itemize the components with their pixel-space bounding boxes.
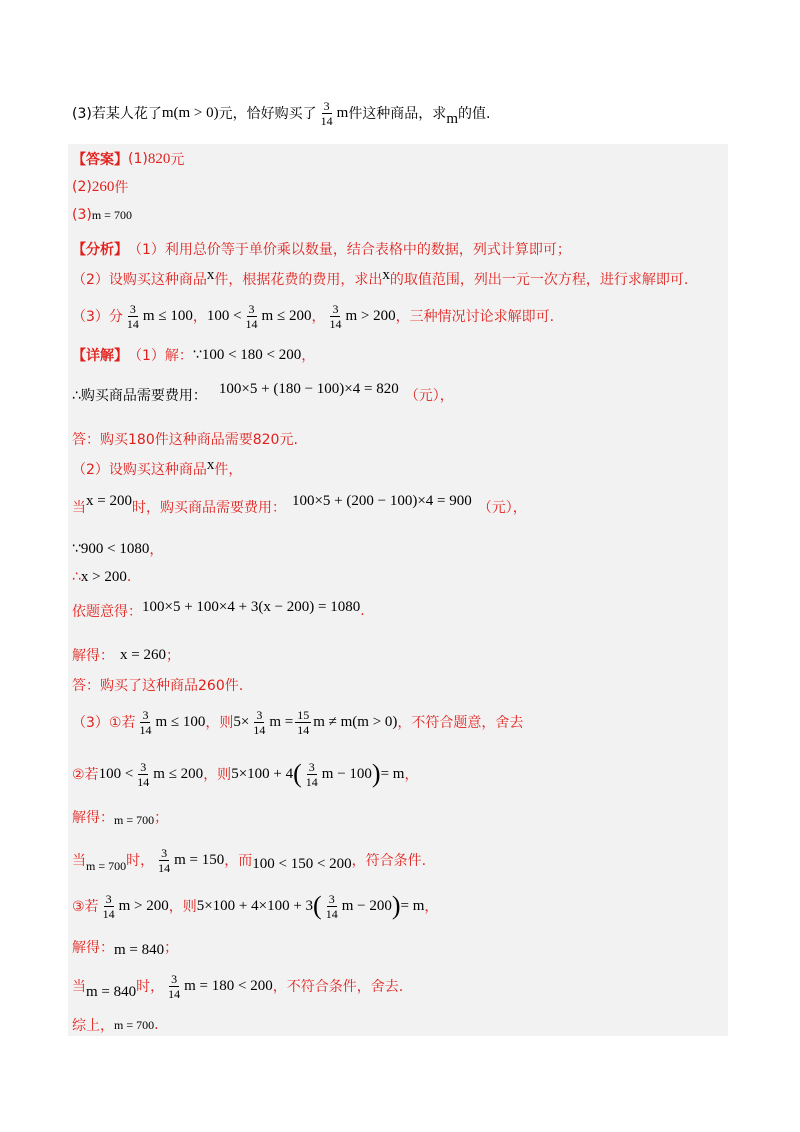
fraction-denominator: 14 — [245, 316, 258, 331]
detail-12c: ， — [404, 767, 419, 783]
analysis-cond-1: m ≤ 100 — [142, 307, 193, 324]
detail-16a: 解得： — [72, 940, 114, 956]
detail-5a: 当 — [72, 500, 86, 516]
fraction-numerator: 3 — [248, 301, 255, 316]
fraction-numerator: 3 — [328, 891, 335, 906]
fraction-numerator: 3 — [171, 971, 178, 986]
detail-1-math: 100 < 180 < 200 — [201, 346, 302, 363]
detail-5c: （元）， — [477, 500, 527, 516]
answer-2-value: 260 — [91, 178, 115, 195]
detail-6-math: 900 < 1080 — [80, 540, 150, 557]
detail-1c: ， — [301, 348, 316, 364]
detail-7-math: x > 200 — [80, 568, 127, 585]
detail-line-12 — [72, 752, 418, 796]
detail-17b: 时， — [136, 979, 165, 995]
fraction-denominator: 14 — [305, 774, 318, 789]
detail-12-math1a: 100 < — [98, 765, 134, 782]
detail-14b: 时， — [126, 853, 155, 869]
analysis-cond-2b: m ≤ 200 — [261, 307, 312, 324]
detail-18c: . — [154, 1017, 159, 1033]
question-m-condition: m(m > 0) — [161, 104, 219, 121]
detail-label: 【详解】 — [72, 348, 128, 364]
analysis-x2: x — [382, 266, 390, 283]
detail-line-5 — [72, 490, 527, 524]
detail-line-4 — [72, 452, 242, 486]
detail-2a: ∴购买商品需要费用： — [72, 388, 207, 404]
fraction-numerator: 3 — [142, 707, 149, 722]
fraction-denominator: 14 — [168, 986, 181, 1001]
analysis-text-3b: ，三种情况讨论求解即可. — [395, 309, 555, 325]
detail-line-15 — [72, 884, 438, 928]
fraction-denominator: 14 — [137, 774, 150, 789]
detail-12-frac2 — [304, 761, 320, 788]
fraction-numerator: 3 — [140, 759, 147, 774]
analysis-line-1 — [72, 232, 571, 266]
answer-line-3 — [72, 198, 132, 232]
detail-7c: . — [126, 569, 132, 585]
detail-4a: （2）设购买这种商品 — [72, 462, 207, 478]
left-paren: ( — [293, 759, 302, 788]
detail-line-9 — [72, 638, 180, 672]
analysis-comma-1: ， — [192, 309, 207, 325]
fraction-denominator: 14 — [329, 316, 342, 331]
detail-11-frac3 — [295, 709, 311, 736]
detail-1a: （1）解： — [128, 348, 193, 364]
analysis-frac-3 — [327, 303, 343, 330]
detail-12-math2b: m − 100 — [321, 765, 372, 782]
detail-5b: 时，购买商品需要费用： — [131, 500, 286, 516]
question-prefix: (3)若某人花了 — [72, 106, 162, 122]
answer-1-unit: 元 — [170, 152, 185, 168]
fraction-numerator: 3 — [105, 891, 112, 906]
question-fraction — [319, 100, 335, 127]
detail-15-math2c: = m — [400, 897, 425, 914]
question-end: 的值. — [457, 106, 491, 122]
detail-15b: ，则 — [168, 899, 197, 915]
detail-10: 答：购买了这种商品260件. — [72, 678, 244, 694]
fraction-denominator: 14 — [253, 722, 266, 737]
detail-11-frac — [137, 709, 153, 736]
detail-11a: （3）①若 — [72, 715, 136, 731]
detail-15-math2a: 5×100 + 4×100 + 3 — [196, 897, 314, 914]
analysis-frac-2 — [244, 303, 260, 330]
analysis-cond-3: m > 200 — [345, 307, 396, 324]
detail-14c: ，而 — [224, 853, 253, 869]
answer-2-unit: 件 — [114, 180, 129, 196]
answer-3-prefix: (3) — [72, 207, 92, 223]
because-symbol: ∵ — [192, 347, 202, 363]
detail-12a: ②若 — [72, 767, 99, 783]
detail-17a: 当 — [72, 979, 86, 995]
detail-2b: （元）， — [404, 388, 454, 404]
detail-12-math2c: = m — [380, 765, 405, 782]
question-m2: m — [446, 110, 458, 127]
detail-17-math2: m = 180 < 200 — [184, 977, 273, 994]
detail-line-14 — [72, 840, 426, 880]
right-paren: ) — [391, 891, 401, 920]
detail-14d: ，符合条件. — [351, 853, 427, 869]
detail-line-7 — [72, 560, 131, 594]
detail-11-math2c: m ≠ m(m > 0) — [313, 713, 398, 730]
detail-12-math1b: m ≤ 200 — [153, 765, 204, 782]
detail-13a: 解得： — [72, 810, 114, 826]
fraction-numerator: 3 — [129, 301, 136, 316]
detail-11b: ，则 — [205, 715, 234, 731]
analysis-comma-2: ， — [311, 309, 326, 325]
detail-11-math1: m ≤ 100 — [155, 713, 206, 730]
detail-18a: 综上， — [72, 1018, 114, 1034]
answer-1-value: 820 — [147, 150, 171, 167]
detail-11-frac2 — [251, 709, 267, 736]
detail-15-frac — [101, 893, 117, 920]
detail-line-8 — [72, 594, 365, 628]
analysis-frac-1 — [125, 303, 141, 330]
detail-9c: ； — [165, 648, 180, 664]
fraction-numerator: 3 — [332, 301, 339, 316]
answer-label: 【答案】 — [72, 152, 128, 168]
detail-13c: ； — [154, 810, 169, 826]
fraction-numerator: 3 — [256, 707, 263, 722]
detail-11-math2a: 5× — [233, 713, 250, 730]
answer-3-value: m = 700 — [91, 207, 132, 222]
detail-line-13 — [72, 800, 168, 834]
analysis-text-2c: 的取值范围，列出一元一次方程，进行求解即可. — [389, 272, 689, 288]
detail-17c: ，不符合条件，舍去. — [272, 979, 404, 995]
detail-4-x: x — [206, 456, 215, 473]
fraction-denominator: 14 — [139, 722, 152, 737]
detail-14-math2: m = 150 — [174, 851, 225, 868]
fraction-numerator: 15 — [297, 707, 310, 722]
detail-5-math2: 100×5 + (200 − 100)×4 = 900 — [291, 492, 472, 509]
fraction-denominator: 14 — [158, 860, 171, 875]
detail-15-math2b: m − 200 — [341, 897, 392, 914]
detail-8a: 依题意得： — [72, 604, 142, 620]
detail-2-math: 100×5 + (180 − 100)×4 = 820 — [218, 380, 399, 397]
detail-9a: 解得： — [72, 648, 114, 664]
detail-8-math: 100×5 + 100×4 + 3(x − 200) = 1080 — [142, 598, 361, 615]
analysis-text-1: （1）利用总价等于单价乘以数量，结合表格中的数据，列式计算即可； — [128, 242, 571, 258]
detail-line-1 — [72, 338, 315, 372]
detail-15c: ， — [424, 899, 439, 915]
analysis-label: 【分析】 — [72, 242, 128, 258]
question-m: m — [336, 104, 349, 121]
analysis-line-3 — [72, 296, 554, 336]
because-symbol: ∵ — [72, 541, 81, 557]
therefore-symbol: ∴ — [72, 569, 81, 585]
question-mid: 件这种商品，求 — [348, 106, 447, 122]
detail-17-math: m = 840 — [86, 983, 137, 1000]
analysis-cond-2a: 100 < — [206, 307, 242, 324]
detail-line-17 — [72, 966, 403, 1006]
detail-line-3 — [72, 422, 298, 456]
detail-14-math: m = 700 — [86, 858, 127, 873]
fraction-denominator: 14 — [102, 906, 115, 921]
fraction-numerator: 3 — [161, 845, 168, 860]
detail-5-math: x = 200 — [86, 492, 132, 509]
detail-15-math1: m > 200 — [118, 897, 169, 914]
detail-12-math2a: 5×100 + 4 — [231, 765, 294, 782]
fraction-numerator: 3 — [308, 759, 315, 774]
detail-12b: ，则 — [203, 767, 232, 783]
detail-line-10 — [72, 668, 243, 702]
detail-8c: . — [360, 603, 365, 619]
detail-4b: 件， — [214, 462, 243, 478]
detail-16c: ； — [164, 940, 179, 956]
detail-9-math: x = 260 — [120, 646, 166, 663]
detail-11-math2b: m = — [269, 713, 294, 730]
fraction-denominator: 14 — [126, 316, 139, 331]
detail-6c: ， — [149, 542, 164, 558]
detail-15-frac2 — [324, 893, 340, 920]
right-paren: ) — [371, 759, 381, 788]
detail-11c: ，不符合题意，舍去 — [397, 715, 524, 731]
detail-14a: 当 — [72, 853, 86, 869]
detail-14-math3: 100 < 150 < 200 — [252, 855, 352, 872]
analysis-text-3a: （3）分 — [72, 309, 123, 325]
detail-3: 答：购买180件这种商品需要820元. — [72, 432, 298, 448]
detail-line-2 — [72, 378, 454, 412]
analysis-text-2a: （2）设购买这种商品 — [72, 272, 207, 288]
detail-14-frac — [156, 847, 172, 874]
detail-line-16 — [72, 930, 178, 964]
detail-18-math: m = 700 — [114, 1017, 155, 1032]
detail-17-frac — [166, 973, 182, 1000]
analysis-x: x — [206, 266, 215, 283]
detail-line-18 — [72, 1008, 159, 1042]
answer-1-prefix: (1) — [128, 151, 148, 167]
detail-line-11 — [72, 702, 523, 742]
detail-12-frac — [135, 761, 151, 788]
analysis-line-2 — [72, 262, 688, 296]
question-yuan: 元，恰好购买了 — [218, 106, 317, 122]
fraction-denominator: 14 — [325, 906, 338, 921]
answer-2-prefix: (2) — [72, 179, 92, 195]
left-paren: ( — [313, 891, 322, 920]
detail-16-math: m = 840 — [114, 941, 165, 958]
detail-13-math: m = 700 — [114, 812, 155, 827]
analysis-text-2b: 件，根据花费的费用，求出 — [214, 272, 383, 288]
fraction-denominator: 14 — [320, 113, 333, 128]
question-line — [72, 96, 732, 130]
fraction-numerator: 3 — [323, 98, 330, 113]
fraction-denominator: 14 — [297, 722, 310, 737]
detail-15a: ③若 — [72, 899, 99, 915]
